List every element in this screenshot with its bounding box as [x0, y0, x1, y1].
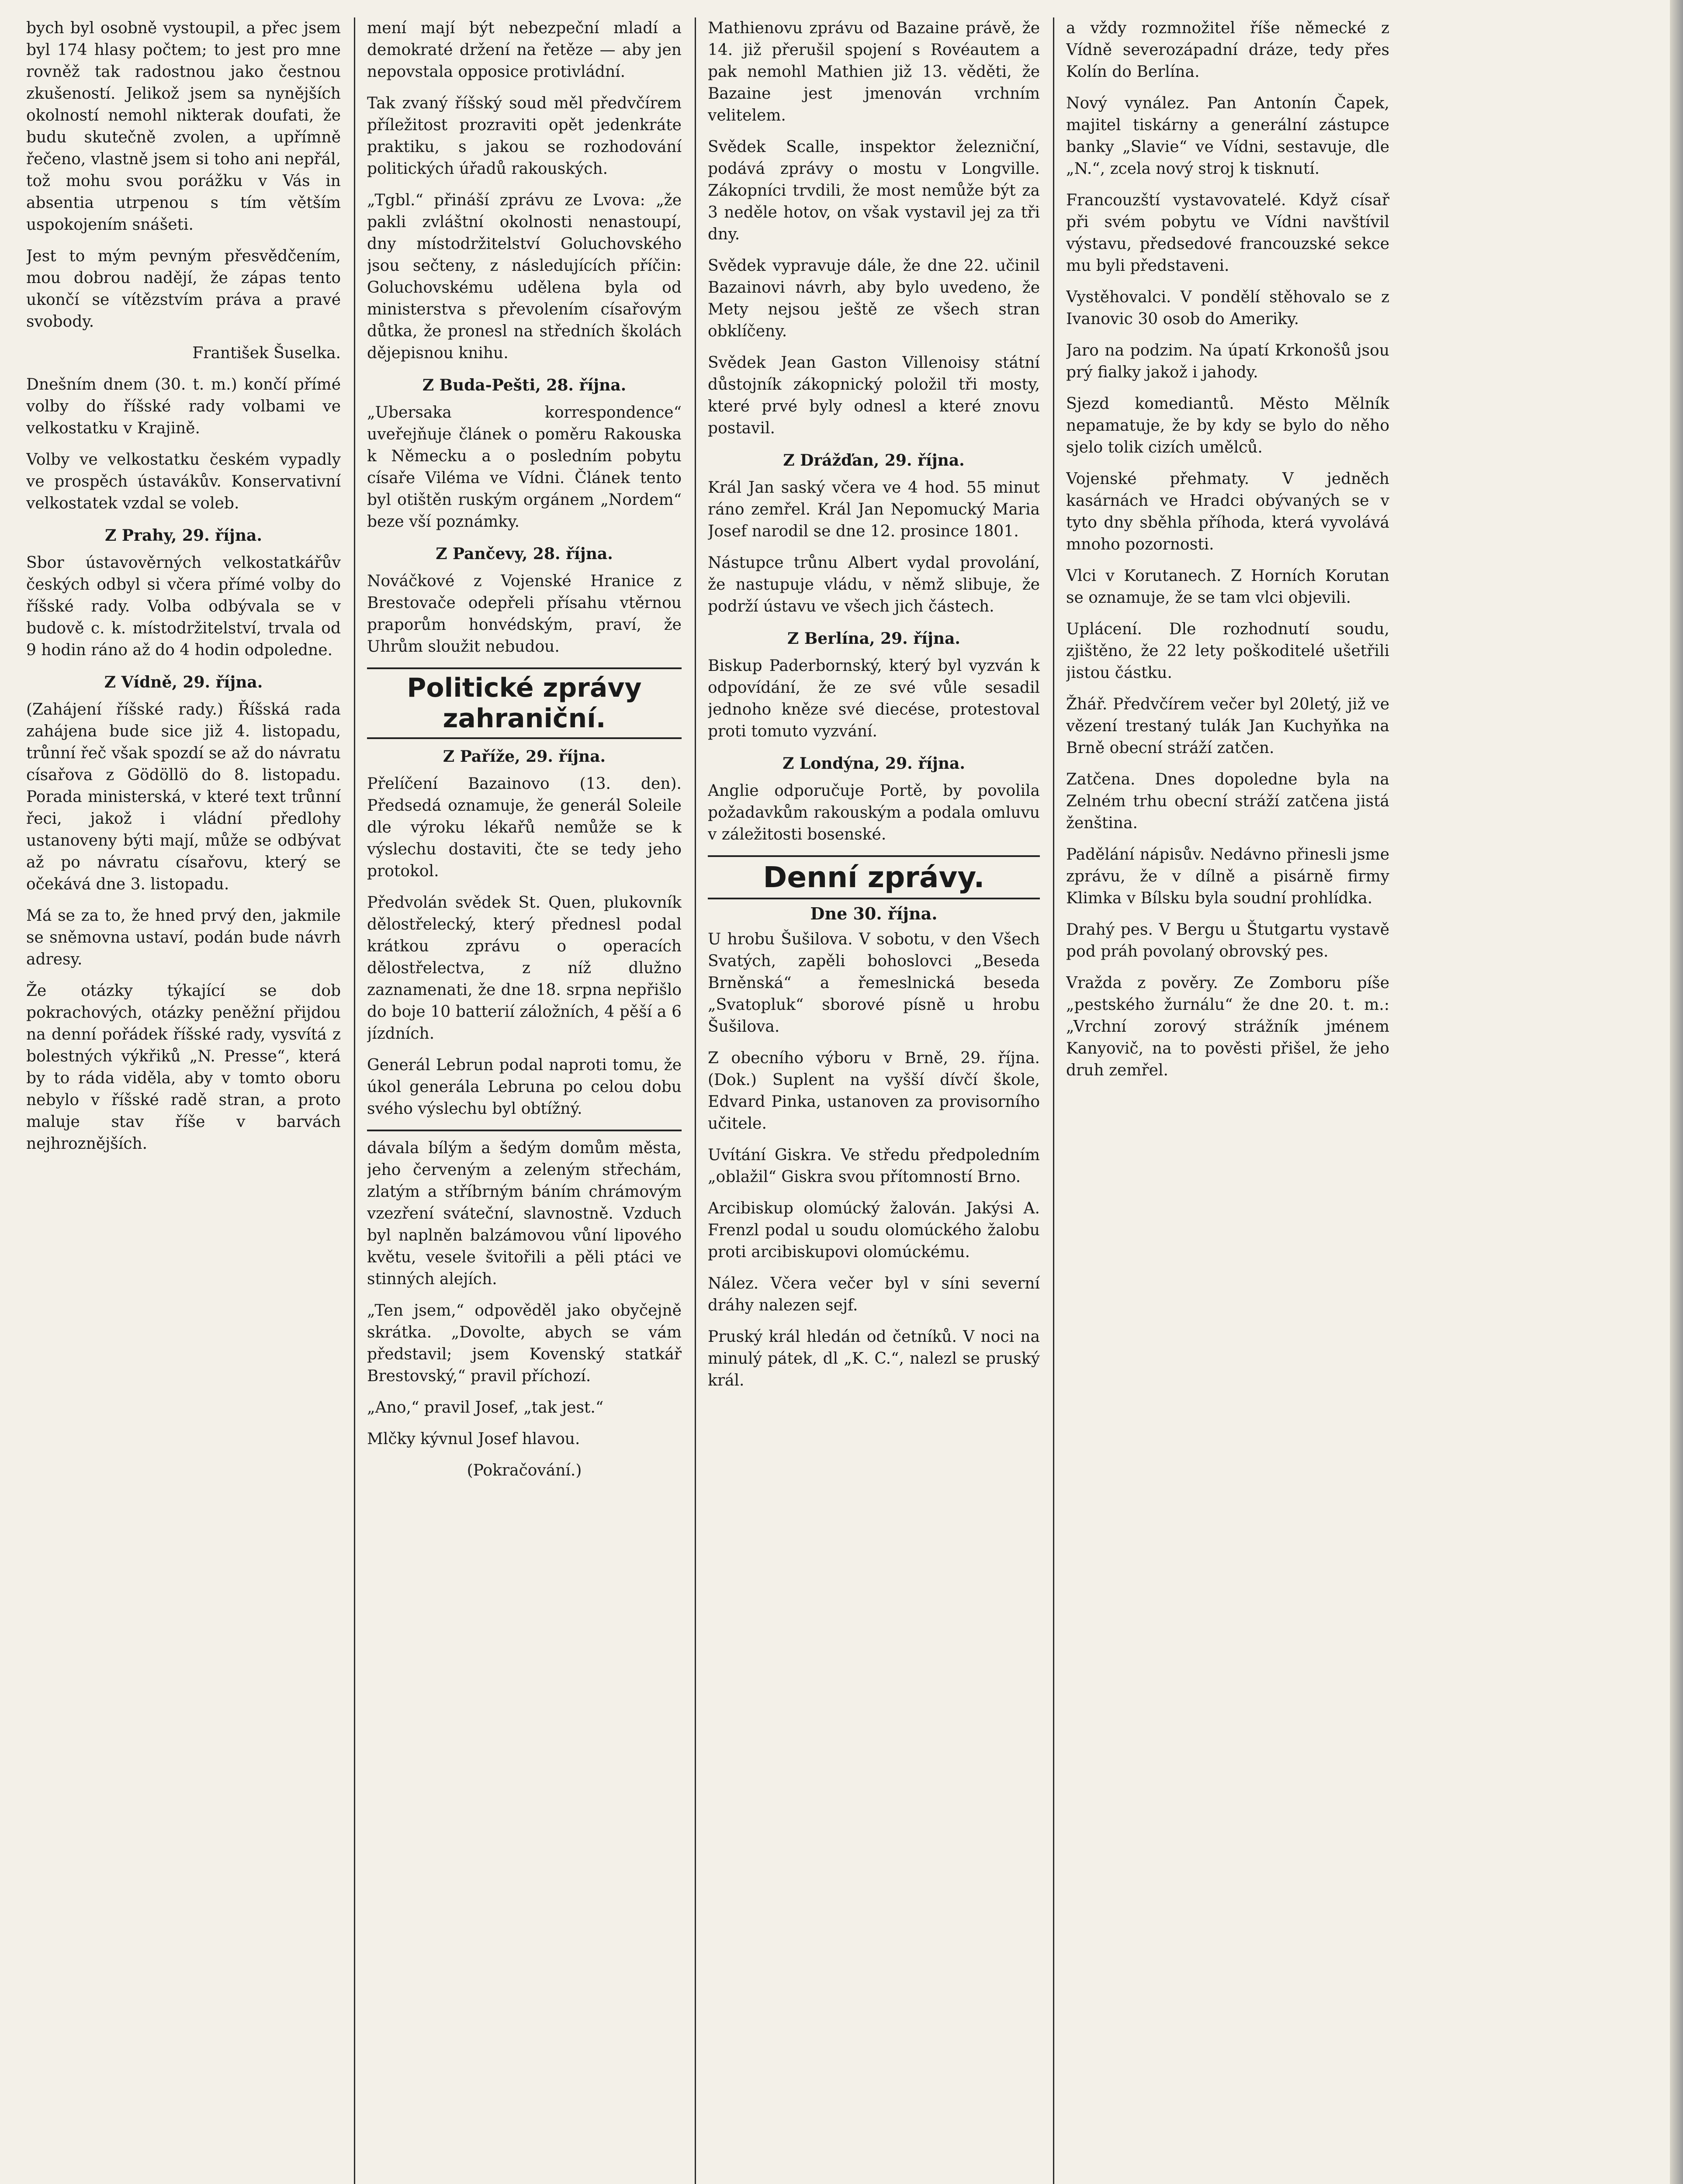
column-rule [1053, 17, 1054, 2184]
paragraph: Svědek Jean Gaston Villenoisy státní důstojník zákopnický položil tři mosty, které prvé byly odnesl a které znovu postavil. [708, 354, 1040, 437]
paragraph: Volby ve velkostatku českém vypadly ve prospěch ústavákův. Konservativní velkostatek vzdal se voleb. [26, 451, 341, 512]
dateline: Z Prahy, 29. října. [105, 526, 262, 545]
dateline: Z Buda-Pešti, 28. října. [422, 376, 627, 394]
column-rule [354, 17, 355, 2184]
paragraph: Vlci v Korutanech. Z Horních Korutan se oznamuje, že se tam vlci objevili. [1066, 567, 1389, 607]
paragraph: „Ten jsem,“ odpověděl jako obyčejně skrátka. „Dovolte, abych se vám představil; jsem Kovenský statkář Brestovský,“ pravil příchozí. [367, 1302, 682, 1385]
paragraph: bych byl osobně vystoupil, a přec jsem byl 174 hlasy počtem; to jest pro mne rovněž tak radostnou jako čestnou zkušeností. Jelikož jsem sa nynějších okolností nemohl nikterak doufati, že budu skutečně zvolen, a upřímně řečeno, vlastně jsem si toho ani nepřál, tož mohu svou porážku v Vás in absentia utrpenou s tím větším uspokojením snášeti. [26, 19, 341, 234]
paragraph: U hrobu Šušilova. V sobotu, v den Všech Svatých, zapěli bohoslovci „Beseda Brněnská“ a řemeslnická beseda „Svatopluk“ sborové písně u hrobu Šušilova. [708, 930, 1040, 1036]
paragraph: Dnešním dnem (30. t. m.) končí přímé volby do říšské rady volbami ve velkostatku v Krajině. [26, 376, 341, 437]
paragraph: Nález. Včera večer byl v síni severní dráhy nalezen sejf. [708, 1275, 1040, 1314]
paragraph: Generál Lebrun podal naproti tomu, že úkol generála Lebruna po celou dobu svého výslechu byl obtížný. [367, 1056, 682, 1118]
paragraph: „Ubersaka korrespondence“ uveřejňuje článek o poměru Rakouska k Německu a o posledním pobytu císaře Viléma ve Vídni. Článek tento byl otištěn ruským orgánem „Nordem“ beze vší poznámky. [367, 404, 682, 531]
paragraph: Uvítání Giskra. Ve středu předpoledním „oblažil“ Giskra svou přítomností Brno. [708, 1146, 1040, 1186]
feuilleton-rule [367, 1130, 682, 1131]
paragraph: Arcibiskup olomúcký žalován. Jakýsi A. Frenzl podal u soudu olomúckého žalobu proti arcibiskupovi olomúckému. [708, 1199, 1040, 1261]
paragraph: Sbor ústavověrných velkostatkářův českých odbyl si včera přímé volby do říšské rady. Volba odbývala se v budově c. k. místodržitelství, trvala od 9 hodin ráno až do 4 hodin odpoledne. [26, 554, 341, 659]
column-4 [1066, 17, 1389, 2184]
paragraph: Král Jan saský včera ve 4 hod. 55 minut ráno zemřel. Král Jan Nepomucký Maria Josef narodil se dne 12. prosince 1801. [708, 479, 1040, 540]
paragraph: Mathienovu zprávu od Bazaine právě, že 14. již přerušil spojení s Rovéautem a pak nemohl Mathien již 13. věděti, že Bazaine jest jmenován vrchním velitelem. [708, 19, 1040, 124]
paragraph: Svědek vypravuje dále, že dne 22. učinil Bazainovi návrh, aby bylo uvedeno, že Mety nejsou ještě ze všech stran obklíčeny. [708, 257, 1040, 340]
paragraph: Má se za to, že hned prvý den, jakmile se sněmovna ustaví, podán bude návrh adresy. [26, 907, 341, 968]
paragraph: Že otázky týkající se dob pokrachových, otázky peněžní přijdou na denní pořádek říšské rady, vysvítá z bolestných výkřiků „N. Presse“, která by to ráda viděla, aby v tomto oboru nebylo v říšské radě stran, a proto maluje stav říše v barvách nejhroznějších. [26, 982, 341, 1153]
newspaper-page [26, 17, 1660, 2184]
column-rule [695, 17, 696, 2184]
continuation-note: (Pokračování.) [467, 1462, 582, 1479]
paragraph: Svědek Scalle, inspektor železniční, podává zprávy o mostu v Longville. Zákopníci trvdili, že most nemůže být za 3 neděle hotov, on však vystavil jej za tři dny. [708, 138, 1040, 243]
dateline: Z Berlína, 29. října. [787, 629, 960, 648]
dateline: Z Vídně, 29. října. [104, 673, 263, 691]
scan-edge [1670, 0, 1683, 2184]
paragraph: Jest to mým pevným přesvědčením, mou dobrou nadějí, že zápas tento ukončí se vítězstvím práva a pravé svobody. [26, 247, 341, 331]
paragraph: „Tgbl.“ přináší zprávu ze Lvova: „že pakli zvláštní okolnosti nenastoupí, dny místodržitelství Goluchovského jsou sečteny, z následujících příčin: Goluchovskému udělena byla od ministerstva s převolením císařovým důtka, že pronesl na středních školách dějepisnou knihu. [367, 191, 682, 362]
paragraph: Nástupce trůnu Albert vydal provolání, že nastupuje vládu, v němž slibuje, že podrží ústavu ve všech jich částech. [708, 554, 1040, 615]
paragraph: Drahý pes. V Bergu u Štutgartu vystavě pod práh povolaný obrovský pes. [1066, 921, 1389, 961]
signature: František Šuselka. [192, 344, 341, 362]
paragraph: Předvolán svědek St. Quen, plukovník dělostřelecký, který přednesl podal krátkou zprávu o operacích dělostřelectva, z níž dlužno zaznamenati, že dne 18. srpna nepřišlo do boje 10 batterií záložních, 4 pěší a 6 jízdních. [367, 894, 682, 1043]
paragraph: dávala bílým a šedým domům města, jeho červeným a zeleným střechám, zlatým a stříbrným báním chrámovým vzezření sváteční, slavnostně. Vzduch byl naplněn balzámovou vůní lipového květu, vesele švitořili a pěli ptáci ve stinných alejích. [367, 1139, 682, 1288]
dateline: Z Londýna, 29. října. [783, 754, 965, 773]
paragraph: (Zahájení říšské rady.) Říšská rada zahájena bude sice již 4. listopadu, trůnní řeč však spozdí se až do návratu císařova z Gödöllö do 8. listopadu. Porada ministerská, v které text trůnní řeci, jakož i vládní předlohy ustanoveny býti mají, může se odbývat až po návratu císařovu, který se očekává dne 3. listopadu. [26, 701, 341, 893]
paragraph: Pruský král hledán od četníků. V noci na minulý pátek, dl „K. C.“, nalezl se pruský král. [708, 1328, 1040, 1389]
dateline: Z Drážďan, 29. října. [783, 451, 965, 470]
column-3 [708, 17, 1040, 2184]
paragraph: Biskup Paderbornský, který byl vyzván k odpovídání, že ze své vůle sesadil jednoho kněze své diecése, protestoval proti tomuto vyzvání. [708, 657, 1040, 740]
paragraph: „Ano,“ pravil Josef, „tak jest.“ [367, 1399, 604, 1417]
paragraph: Nováčkové z Vojenské Hranice z Brestovače odepřeli přísahu vtěrnou praporům honvédským, praví, že Uhrům sloužit nebudou. [367, 572, 682, 656]
paragraph: Vražda z pověry. Ze Zomboru píše „pestského žurnálu“ že dne 20. t. m.: „Vrchní zorový strážník jménem Kanyovič, na to pověsti přišel, že jeho druh zemřel. [1066, 974, 1389, 1079]
dateline: Z Pančevy, 28. října. [436, 545, 613, 563]
paragraph: a vždy rozmnožitel říše německé z Vídně severozápadní dráze, tedy přes Kolín do Berlína. [1066, 19, 1389, 81]
paragraph: Sjezd komediantů. Město Mělník nepamatuje, že by kdy se bylo do něho sjelo tolik cizích umělců. [1066, 395, 1389, 456]
section-title: Politické zprávy zahraniční. [407, 673, 642, 734]
paragraph: Nový vynález. Pan Antonín Čapek, majitel tiskárny a generální zástupce banky „Slavie“ ve Vídni, sestavuje, dle „N.“, zcela nový stroj k tisknutí. [1066, 94, 1389, 178]
paragraph: mení mají být nebezpeční mladí a demokraté držení na řetěze — aby jen nepovstala opposice protivládní. [367, 19, 682, 81]
section-header [367, 667, 682, 739]
section-title: Denní zprávy. [763, 860, 985, 894]
paragraph: Jaro na podzim. Na úpatí Krkonošů jsou prý fialky jakož i jahody. [1066, 342, 1389, 381]
paragraph: Žhář. Předvčírem večer byl 20letý, již ve vězení trestaný tulák Jan Kuchyňka na Brně obecní stráží zatčen. [1066, 695, 1389, 757]
dateline: Z Paříže, 29. října. [443, 747, 606, 766]
paragraph: Francouzští vystavovatelé. Když císař při svém pobytu ve Vídni navštívil výstavu, předsedové francouzské sekce mu byli představeni. [1066, 191, 1389, 275]
paragraph: Zatčena. Dnes dopoledne byla na Zelném trhu obecní stráží zatčena jistá ženština. [1066, 771, 1389, 832]
paragraph: Přelíčení Bazainovo (13. den). Předsedá oznamuje, že generál Soleile dle výroku lékařů nemůže se k výslechu dostaviti, čte se tedy jeho protokol. [367, 775, 682, 880]
paragraph: Z obecního výboru v Brně, 29. října. (Dok.) Suplent na vyšší dívčí škole, Edvard Pinka, ustanoven za provisorního učitele. [708, 1049, 1040, 1133]
paragraph: Padělání nápisův. Nedávno přinesli jsme zprávu, že v dílně a pisárně firmy Klimka v Bílsku byla soudní prohlídka. [1066, 846, 1389, 907]
paragraph: Uplácení. Dle rozhodnutí soudu, zjištěno, že 22 lety poškoditelé ušetřili jistou částku. [1066, 620, 1389, 682]
column-2 [367, 17, 682, 2184]
column-1 [26, 17, 341, 2184]
paragraph: Mlčky kývnul Josef hlavou. [367, 1430, 580, 1448]
paragraph: Tak zvaný říšský soud měl předvčírem příležitost prozraviti opět jedenkráte praktiku, s jakou se rozhodování politických úřadů rakouských. [367, 94, 682, 178]
section-header [708, 855, 1040, 899]
paragraph: Anglie odporučuje Portě, by povolila požadavkům rakouským a podala omluvu v záležitosti bosenské. [708, 782, 1040, 843]
paragraph: Vystěhovalci. V pondělí stěhovalo se z Ivanovic 30 osob do Ameriky. [1066, 288, 1389, 328]
paragraph: Vojenské přehmaty. V jedněch kasárnách ve Hradci obývaných se v tyto dny sběhla příhoda, která vyvolává mnoho pozornosti. [1066, 470, 1389, 553]
section-date: Dne 30. října. [810, 904, 938, 923]
